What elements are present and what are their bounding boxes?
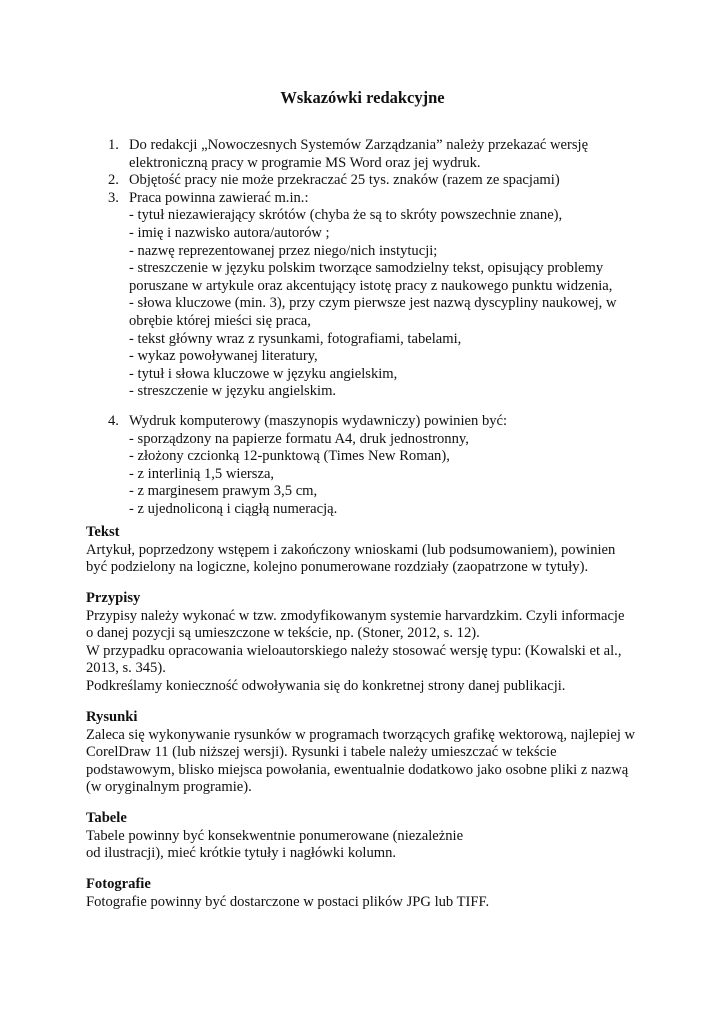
section-line: Tabele powinny być konsekwentnie ponumerowane (niezależnie	[86, 827, 464, 844]
section-heading: Przypisy	[86, 590, 141, 606]
list-item-line: elektroniczną pracy w programie MS Word oraz jej wydruk.	[129, 154, 481, 171]
list-item-line: - złożony czcionką 12-punktową (Times New Roman),	[129, 448, 450, 465]
list-item-3	[108, 190, 668, 401]
list-item-line: - z ujednoliconą i ciągłą numeracją.	[129, 500, 338, 517]
section-line: od ilustracji), mieć krótkie tytuły i nagłówki kolumn.	[86, 845, 397, 862]
list-item-line: obrębie której mieści się praca,	[129, 312, 311, 329]
list-item-line: - tytuł i słowa kluczowe w języku angielskim,	[129, 365, 398, 382]
section-line: Zaleca się wykonywanie rysunków w programach tworzących grafikę wektorową, najlepiej w	[86, 726, 636, 743]
section-line: o danej pozycji są umieszczone w tekście, np. (Stoner, 2012, s. 12).	[86, 625, 480, 642]
section-rysunki	[86, 709, 676, 797]
list-item-line: - streszczenie w języku angielskim.	[129, 383, 337, 400]
section-heading: Tekst	[86, 524, 120, 540]
section-line: podstawowym, blisko miejsca powołania, ewentualnie dodatkowo jako osobne pliki z nazwą	[86, 761, 629, 778]
section-heading: Tabele	[86, 810, 127, 826]
list-item-line: Praca powinna zawierać m.in.:	[129, 189, 309, 206]
section-przypisy	[86, 590, 676, 696]
list-item-line: Objętość pracy nie może przekraczać 25 tys. znaków (razem ze spacjami)	[129, 172, 560, 189]
list-item-line: poruszane w artykule oraz akcentujący istotę pracy z naukowego punktu widzenia,	[129, 277, 613, 294]
section-tekst	[86, 524, 676, 577]
section-line: Podkreślamy konieczność odwoływania się do konkretnej strony danej publikacji.	[86, 677, 566, 694]
list-item-line: - wykaz powoływanej literatury,	[129, 348, 318, 365]
list-item-line: - sporządzony na papierze formatu A4, druk jednostronny,	[129, 430, 469, 447]
list-item-line: Do redakcji „Nowoczesnych Systemów Zarządzania” należy przekazać wersję	[129, 137, 589, 153]
list-item-number: 3.	[108, 189, 119, 206]
section-line: 2013, s. 345).	[86, 660, 166, 677]
list-item-1	[108, 137, 668, 172]
list-item-2	[108, 172, 668, 190]
list-item-line: Wydruk komputerowy (maszynopis wydawniczy) powinien być:	[129, 412, 508, 429]
section-line: (w oryginalnym programie).	[86, 779, 252, 796]
list-item-line: - nazwę reprezentowanej przez niego/nich instytucji;	[129, 242, 438, 259]
section-line: Artykuł, poprzedzony wstępem i zakończony wnioskami (lub podsumowaniem), powinien	[86, 541, 616, 558]
section-line: Fotografie powinny być dostarczone w postaci plików JPG lub TIFF.	[86, 893, 490, 910]
list-item-number: 1.	[108, 137, 119, 153]
section-tabele	[86, 810, 676, 863]
list-item-line: - słowa kluczowe (min. 3), przy czym pierwsze jest nazwą dyscypliny naukowej, w	[129, 295, 617, 312]
list-item-line: - streszczenie w języku polskim tworzące samodzielny tekst, opisujący problemy	[129, 260, 604, 277]
list-item-line: - z marginesem prawym 3,5 cm,	[129, 483, 318, 500]
requirements-list	[108, 137, 668, 518]
section-heading: Fotografie	[86, 876, 151, 892]
document-title: Wskazówki redakcyjne	[280, 88, 445, 107]
list-item-line: - tytuł niezawierający skrótów (chyba że są to skróty powszechnie znane),	[129, 207, 563, 224]
section-line: W przypadku opracowania wieloautorskiego należy stosować wersję typu: (Kowalski et al.,	[86, 642, 622, 659]
list-item-line: - imię i nazwisko autora/autorów ;	[129, 224, 330, 241]
list-item-line: - z interlinią 1,5 wiersza,	[129, 465, 275, 482]
list-item-line: - tekst główny wraz z rysunkami, fotografiami, tabelami,	[129, 330, 462, 347]
section-line: Przypisy należy wykonać w tzw. zmodyfikowanym systemie harvardzkim. Czyli informacje	[86, 607, 625, 624]
section-fotografie	[86, 876, 676, 911]
section-line: być podzielony na logiczne, kolejno ponumerowane rozdziały (zaopatrzone w tytuły).	[86, 559, 589, 576]
list-item-4	[108, 413, 668, 519]
section-heading: Rysunki	[86, 709, 138, 725]
list-item-number: 2.	[108, 172, 119, 189]
section-line: CorelDraw 11 (lub niższej wersji). Rysunki i tabele należy umieszczać w tekście	[86, 744, 557, 761]
list-item-number: 4.	[108, 412, 119, 429]
